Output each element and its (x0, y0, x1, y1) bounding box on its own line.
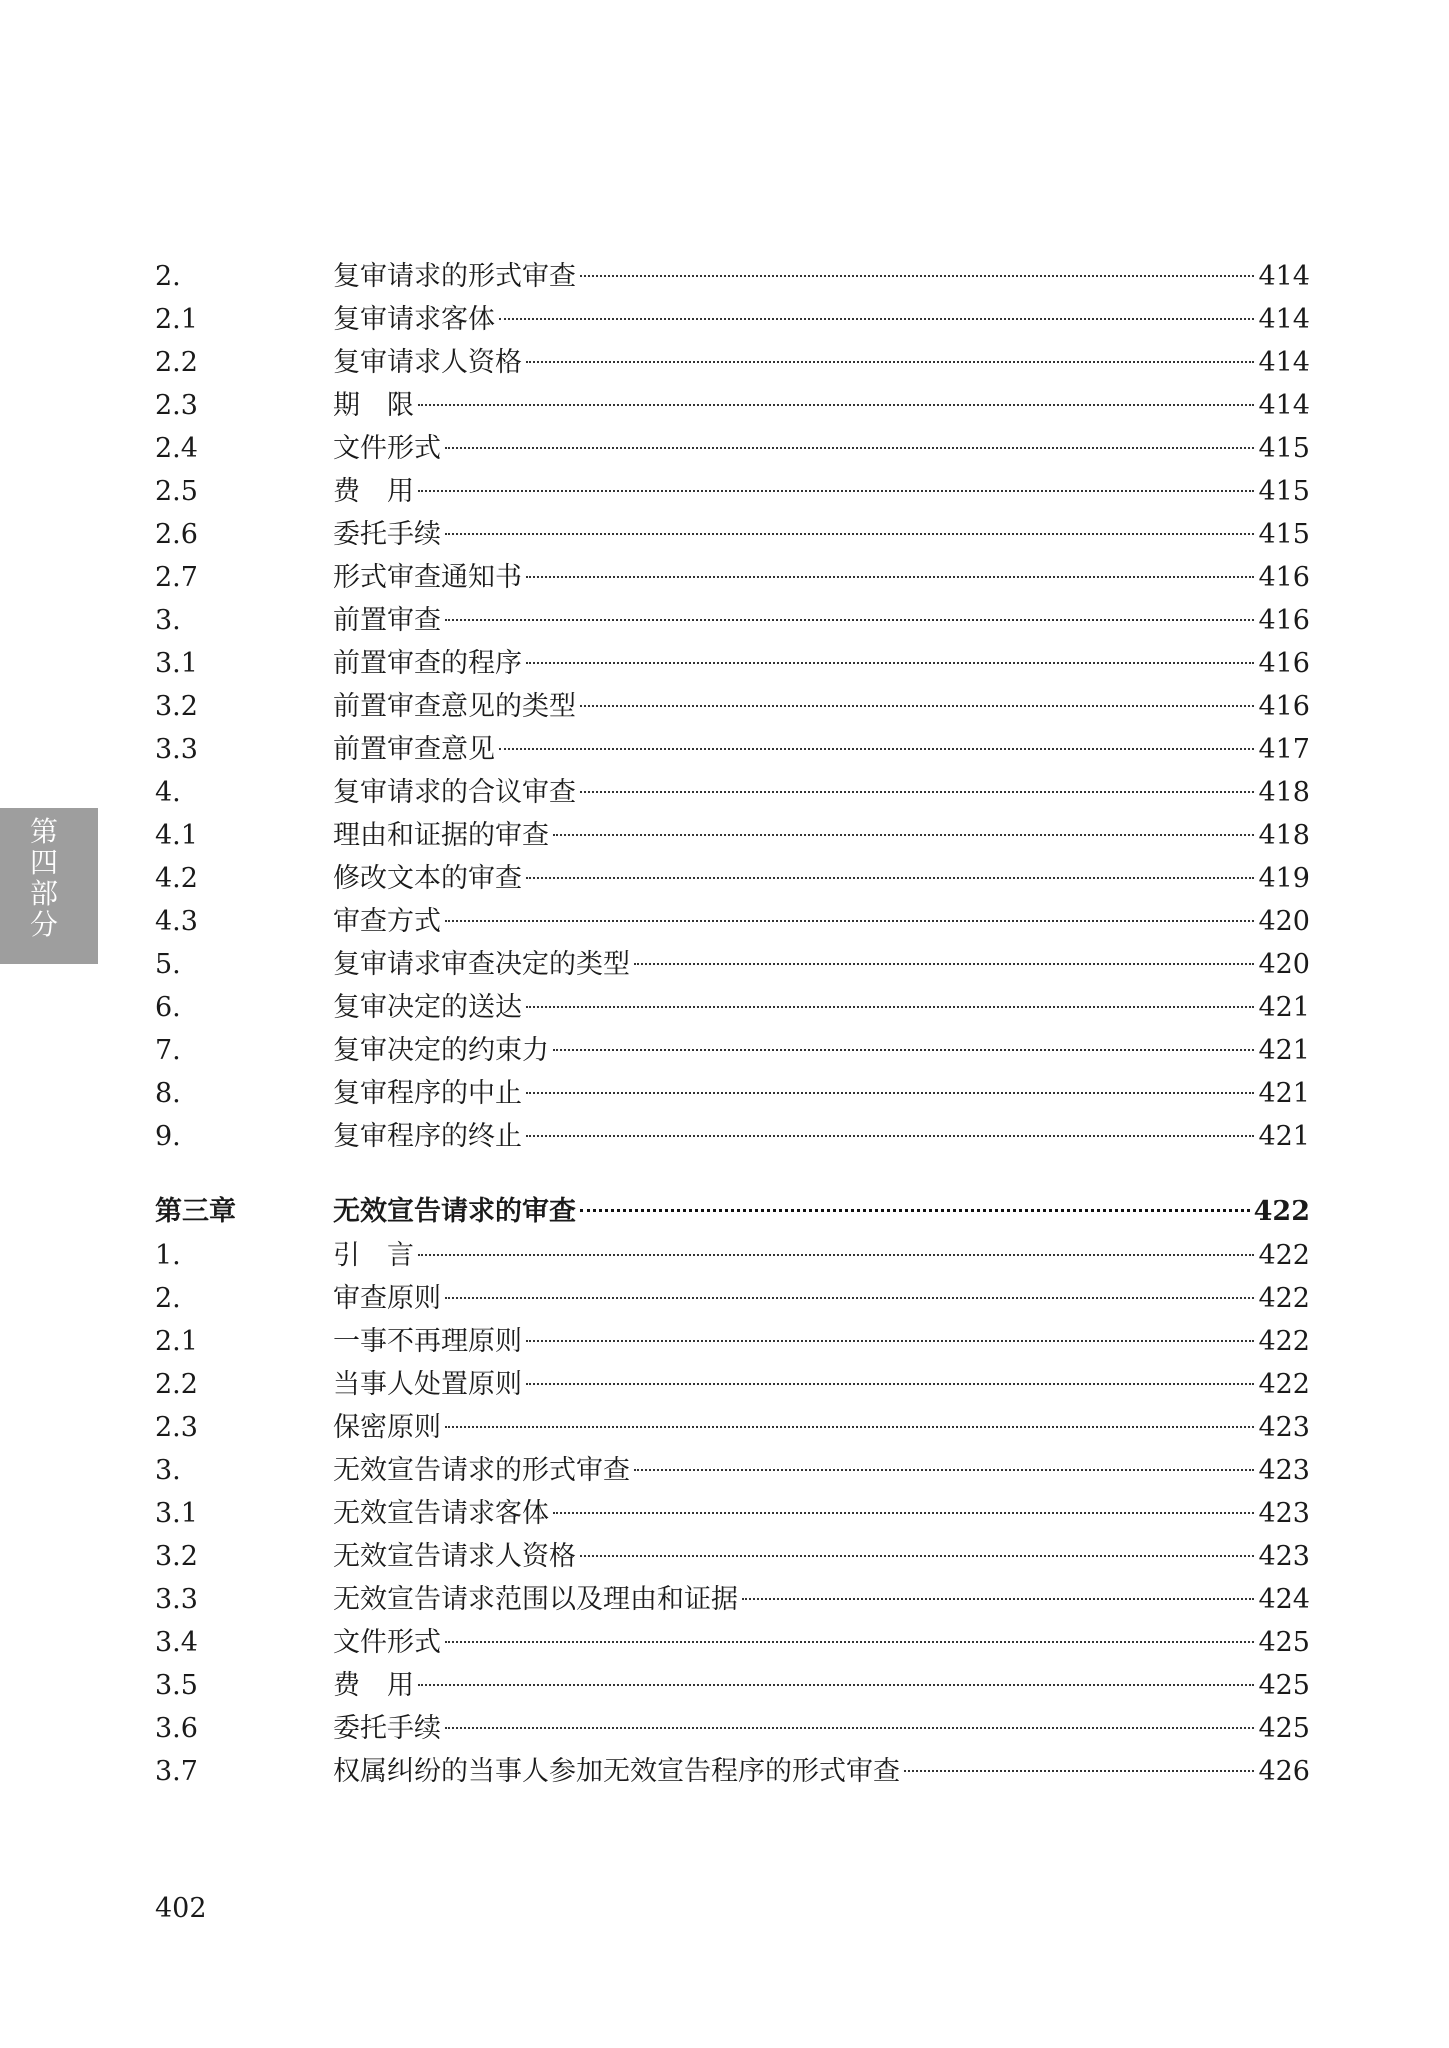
toc-row[interactable] (155, 1406, 1310, 1449)
toc-leader-dots (418, 1684, 1254, 1686)
toc-leader-dots (445, 1641, 1254, 1643)
toc-section-title: 权属纠纷的当事人参加无效宣告程序的形式审查 (333, 1756, 900, 1787)
toc-section-title: 前置审查意见的类型 (333, 691, 576, 722)
toc-row[interactable] (155, 1115, 1310, 1158)
toc-row[interactable] (155, 685, 1310, 728)
toc-row[interactable] (155, 1234, 1310, 1277)
toc-section-title: 文件形式 (333, 433, 441, 464)
page-number: 402 (155, 1893, 207, 1924)
toc-row[interactable] (155, 771, 1310, 814)
toc-section-number: 1. (155, 1240, 181, 1271)
toc-page-number: 414 (1258, 347, 1310, 378)
toc-leader-dots (526, 1383, 1254, 1385)
toc-group-invalidation (155, 1234, 1310, 1793)
toc-leader-dots (553, 1049, 1254, 1051)
toc-section-title: 形式审查通知书 (333, 562, 522, 593)
toc-section-title: 费 用 (333, 1670, 414, 1701)
toc-section-title: 理由和证据的审查 (333, 820, 549, 851)
toc-group-review (155, 255, 1310, 1158)
toc-page-number: 416 (1258, 562, 1310, 593)
toc-page-number: 416 (1258, 648, 1310, 679)
toc-leader-dots (580, 705, 1254, 707)
toc-section-title: 复审请求客体 (333, 304, 495, 335)
toc-page-number: 418 (1258, 820, 1310, 851)
toc-leader-dots (445, 447, 1254, 449)
toc-page-number: 425 (1258, 1713, 1310, 1744)
toc-section-title: 文件形式 (333, 1627, 441, 1658)
toc-leader-dots (418, 1254, 1254, 1256)
toc-section-number: 3.1 (155, 648, 198, 679)
toc-leader-dots (526, 1092, 1254, 1094)
toc-chapter-page: 422 (1253, 1196, 1310, 1227)
toc-section-title: 前置审查意见 (333, 734, 495, 765)
toc-section-title: 复审请求的合议审查 (333, 777, 576, 808)
toc-leader-dots (526, 361, 1254, 363)
toc-row[interactable] (155, 1277, 1310, 1320)
toc-row[interactable] (155, 1621, 1310, 1664)
toc-section-title: 保密原则 (333, 1412, 441, 1443)
toc-leader-dots (445, 1426, 1254, 1428)
toc-page-number: 423 (1258, 1412, 1310, 1443)
toc-section-number: 2.6 (155, 519, 198, 550)
toc-page-number: 415 (1258, 519, 1310, 550)
side-tab-char: 第 (30, 815, 59, 848)
toc-page-number: 415 (1258, 476, 1310, 507)
toc-section-number: 4.1 (155, 820, 198, 851)
toc-section-title: 前置审查的程序 (333, 648, 522, 679)
toc-page-number: 416 (1258, 605, 1310, 636)
toc-page-number: 422 (1258, 1283, 1310, 1314)
toc-section-number: 4.3 (155, 906, 198, 937)
toc-row[interactable] (155, 556, 1310, 599)
toc-page-number: 423 (1258, 1455, 1310, 1486)
toc-page-number: 422 (1258, 1326, 1310, 1357)
toc-row[interactable] (155, 1449, 1310, 1492)
toc-page-number: 416 (1258, 691, 1310, 722)
toc-row[interactable] (155, 900, 1310, 943)
toc-row[interactable] (155, 1707, 1310, 1750)
toc-leader-dots (553, 834, 1254, 836)
toc-page-number: 425 (1258, 1670, 1310, 1701)
toc-row[interactable] (155, 986, 1310, 1029)
toc-section-title: 审查方式 (333, 906, 441, 937)
toc-section-title: 无效宣告请求客体 (333, 1498, 549, 1529)
toc-page-number: 421 (1258, 992, 1310, 1023)
toc-section-title: 修改文本的审查 (333, 863, 522, 894)
toc-gap (155, 1158, 1310, 1190)
toc-leader-dots (445, 1727, 1254, 1729)
toc-section-number: 7. (155, 1035, 181, 1066)
toc-leader-dots (580, 275, 1254, 277)
toc-page-number: 421 (1258, 1078, 1310, 1109)
toc-leader-dots (634, 1469, 1254, 1471)
toc-page-number: 420 (1258, 949, 1310, 980)
toc-section-number: 3.3 (155, 1584, 198, 1615)
toc-row[interactable] (155, 1029, 1310, 1072)
toc-section-title: 审查原则 (333, 1283, 441, 1314)
toc-page-number: 414 (1258, 304, 1310, 335)
toc-section-title: 复审请求人资格 (333, 347, 522, 378)
toc-section-number: 8. (155, 1078, 181, 1109)
toc-row[interactable] (155, 814, 1310, 857)
toc-row[interactable] (155, 1578, 1310, 1621)
toc-leader-dots (526, 1006, 1254, 1008)
toc-page-number: 422 (1258, 1240, 1310, 1271)
side-tab-char: 部 (30, 877, 59, 910)
toc-leader-dots (445, 619, 1254, 621)
toc-leader-dots (580, 791, 1254, 793)
toc-row[interactable] (155, 255, 1310, 298)
toc-section-title: 复审请求的形式审查 (333, 261, 576, 292)
toc-section-title: 委托手续 (333, 519, 441, 550)
toc-row[interactable] (155, 728, 1310, 771)
toc-section-title: 无效宣告请求的形式审查 (333, 1455, 630, 1486)
toc-section-title: 当事人处置原则 (333, 1369, 522, 1400)
section-side-tab (0, 808, 98, 964)
toc-leader-dots (499, 318, 1254, 320)
toc-chapter-title: 无效宣告请求的审查 (333, 1196, 576, 1227)
toc-section-number: 6. (155, 992, 181, 1023)
toc-row[interactable] (155, 1535, 1310, 1578)
toc-section-number: 3.3 (155, 734, 198, 765)
toc-section-number: 3. (155, 1455, 181, 1486)
toc-page-number: 423 (1258, 1498, 1310, 1529)
toc-section-number: 2.2 (155, 1369, 198, 1400)
toc-leader-dots (526, 1340, 1254, 1342)
toc-page-number: 417 (1258, 734, 1310, 765)
toc-section-title: 期 限 (333, 390, 414, 421)
toc-row[interactable] (155, 642, 1310, 685)
toc-section-number: 2.2 (155, 347, 198, 378)
toc-row[interactable] (155, 1320, 1310, 1363)
toc-row[interactable] (155, 1072, 1310, 1115)
toc-section-number: 2. (155, 1283, 181, 1314)
toc-section-number: 3.2 (155, 1541, 198, 1572)
toc-leader-dots (580, 1555, 1254, 1557)
toc-page-number: 423 (1258, 1541, 1310, 1572)
toc-section-number: 9. (155, 1121, 181, 1152)
toc-leader-dots (580, 1209, 1250, 1212)
toc-leader-dots (526, 877, 1254, 879)
toc-row[interactable] (155, 943, 1310, 986)
toc-page-number: 421 (1258, 1035, 1310, 1066)
toc-leader-dots (418, 404, 1254, 406)
toc-page-number: 421 (1258, 1121, 1310, 1152)
toc-chapter-row[interactable] (155, 1190, 1310, 1234)
side-tab-char: 分 (30, 908, 59, 941)
toc-section-number: 4.2 (155, 863, 198, 894)
toc-section-title: 费 用 (333, 476, 414, 507)
toc-section-title: 复审程序的中止 (333, 1078, 522, 1109)
toc-row[interactable] (155, 1750, 1310, 1793)
toc-row[interactable] (155, 1363, 1310, 1406)
toc-page-number: 424 (1258, 1584, 1310, 1615)
toc-leader-dots (553, 1512, 1254, 1514)
toc-section-title: 一事不再理原则 (333, 1326, 522, 1357)
toc-page-number: 422 (1258, 1369, 1310, 1400)
toc-leader-dots (634, 963, 1254, 965)
toc-page-number: 425 (1258, 1627, 1310, 1658)
toc-page-number: 420 (1258, 906, 1310, 937)
toc-section-title: 引 言 (333, 1240, 414, 1271)
toc-leader-dots (445, 533, 1254, 535)
toc-row[interactable] (155, 298, 1310, 341)
toc-row[interactable] (155, 384, 1310, 427)
toc-section-number: 2.1 (155, 304, 198, 335)
toc-section-number: 2.3 (155, 1412, 198, 1443)
toc-section-title: 前置审查 (333, 605, 441, 636)
toc-page-number: 414 (1258, 261, 1310, 292)
toc-leader-dots (445, 920, 1254, 922)
toc-section-title: 无效宣告请求人资格 (333, 1541, 576, 1572)
toc-page-number: 414 (1258, 390, 1310, 421)
toc-row[interactable] (155, 470, 1310, 513)
toc-page-number: 426 (1258, 1756, 1310, 1787)
toc-leader-dots (445, 1297, 1254, 1299)
toc-row[interactable] (155, 1664, 1310, 1707)
toc-section-title: 复审决定的约束力 (333, 1035, 549, 1066)
toc-row[interactable] (155, 427, 1310, 470)
toc-section-number: 3.7 (155, 1756, 198, 1787)
toc-section-number: 3.1 (155, 1498, 198, 1529)
toc-section-title: 无效宣告请求范围以及理由和证据 (333, 1584, 738, 1615)
toc-section-number: 2.7 (155, 562, 198, 593)
toc-section-title: 复审请求审查决定的类型 (333, 949, 630, 980)
toc-page-number: 418 (1258, 777, 1310, 808)
toc-leader-dots (526, 576, 1254, 578)
toc-section-number: 5. (155, 949, 181, 980)
toc-row[interactable] (155, 341, 1310, 384)
toc-leader-dots (526, 1135, 1254, 1137)
toc-row[interactable] (155, 599, 1310, 642)
toc-section-number: 3.6 (155, 1713, 198, 1744)
toc-section-title: 委托手续 (333, 1713, 441, 1744)
toc-leader-dots (499, 748, 1254, 750)
toc-section-title: 复审决定的送达 (333, 992, 522, 1023)
toc-chapter-number: 第三章 (155, 1196, 236, 1227)
toc-section-number: 3. (155, 605, 181, 636)
toc-section-number: 2.3 (155, 390, 198, 421)
toc-section-number: 3.2 (155, 691, 198, 722)
toc-row[interactable] (155, 857, 1310, 900)
table-of-contents (155, 255, 1310, 1793)
toc-page-number: 415 (1258, 433, 1310, 464)
side-tab-char: 四 (30, 846, 59, 879)
toc-section-number: 2.1 (155, 1326, 198, 1357)
toc-section-number: 2. (155, 261, 181, 292)
toc-section-number: 2.5 (155, 476, 198, 507)
toc-row[interactable] (155, 513, 1310, 556)
toc-section-number: 2.4 (155, 433, 198, 464)
toc-leader-dots (742, 1598, 1254, 1600)
toc-section-number: 4. (155, 777, 181, 808)
toc-page-number: 419 (1258, 863, 1310, 894)
toc-section-number: 3.4 (155, 1627, 198, 1658)
toc-section-number: 3.5 (155, 1670, 198, 1701)
toc-leader-dots (418, 490, 1254, 492)
toc-leader-dots (526, 662, 1254, 664)
toc-leader-dots (904, 1770, 1254, 1772)
toc-section-title: 复审程序的终止 (333, 1121, 522, 1152)
toc-row[interactable] (155, 1492, 1310, 1535)
